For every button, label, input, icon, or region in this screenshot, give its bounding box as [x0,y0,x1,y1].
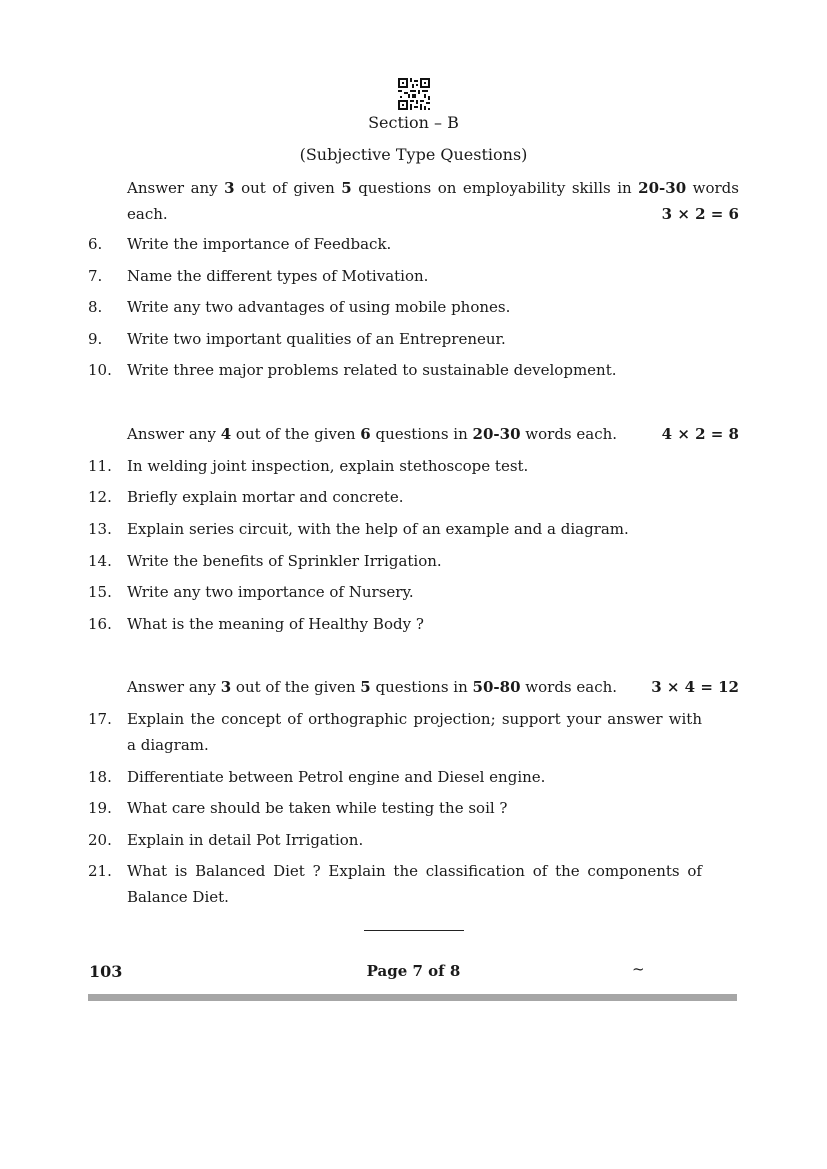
instruction-group-1: Answer any 3 out of given 5 questions on employability skills in 20-30 words each. 3 × 2 = 6 [127,175,739,227]
question-text: What is the meaning of Healthy Body ? [127,615,424,633]
instruction-group-2: Answer any 4 out of the given 6 questions in 20-30 words each. 4 × 2 = 8 [127,421,739,447]
question-number: 10. [88,361,112,379]
question-item [88,611,739,637]
question-text: Explain the concept of orthographic projection; support your answer with a diagram. [127,710,702,754]
question-number: 15. [88,583,112,601]
question-text: In welding joint inspection, explain stethoscope test. [127,457,529,475]
qr-code-icon [398,78,430,110]
question-text: Write two important qualities of an Entrepreneur. [127,330,506,348]
question-item [88,516,739,542]
question-text: What care should be taken while testing the soil ? [127,799,508,817]
question-number: 19. [88,799,112,817]
question-text: Write any two advantages of using mobile phones. [127,298,511,316]
question-number: 20. [88,831,112,849]
question-number: 18. [88,768,112,786]
question-item [88,548,739,574]
question-number: 8. [88,298,103,316]
footer-bar [88,994,737,1001]
question-number: 7. [88,267,103,285]
question-item [88,706,739,758]
question-number: 17. [88,710,112,728]
paper-code: 103 [89,962,123,981]
question-text: Write the benefits of Sprinkler Irrigation. [127,552,442,570]
question-number: 11. [88,457,112,475]
question-text: Explain in detail Pot Irrigation. [127,831,364,849]
instruction-group-3: Answer any 3 out of the given 5 questions in 50-80 words each. 3 × 4 = 12 [127,674,739,700]
question-item [88,827,739,853]
footer-mark: ~ [632,960,645,978]
section-subtitle: (Subjective Type Questions) [299,145,528,164]
question-text: Write any two importance of Nursery. [127,583,414,601]
question-item [88,579,739,605]
page-number: Page 7 of 8 [366,962,461,980]
question-text: What is Balanced Diet ? Explain the classification of the components of Balance Diet. [127,862,702,906]
question-number: 21. [88,862,112,880]
question-text: Write three major problems related to sustainable development. [127,361,617,379]
question-text: Name the different types of Motivation. [127,267,429,285]
question-number: 6. [88,235,103,253]
question-item [88,453,739,479]
marks-group-2: 4 × 2 = 8 [661,425,739,443]
question-text: Write the importance of Feedback. [127,235,392,253]
question-item [88,294,739,320]
question-text: Differentiate between Petrol engine and Diesel engine. [127,768,546,786]
question-item [88,357,739,383]
divider [364,930,464,931]
marks-group-1: 3 × 2 = 6 [661,205,739,223]
question-item [88,764,739,790]
question-item [88,484,739,510]
question-text: Briefly explain mortar and concrete. [127,488,404,506]
question-number: 16. [88,615,112,633]
question-item [88,231,739,257]
question-number: 13. [88,520,112,538]
question-number: 12. [88,488,112,506]
marks-group-3: 3 × 4 = 12 [651,678,739,696]
question-number: 14. [88,552,112,570]
question-item [88,326,739,352]
question-item [88,263,739,289]
question-item [88,858,739,910]
question-text: Explain series circuit, with the help of an example and a diagram. [127,520,629,538]
question-number: 9. [88,330,103,348]
section-title: Section – B [368,113,459,132]
question-item [88,795,739,821]
